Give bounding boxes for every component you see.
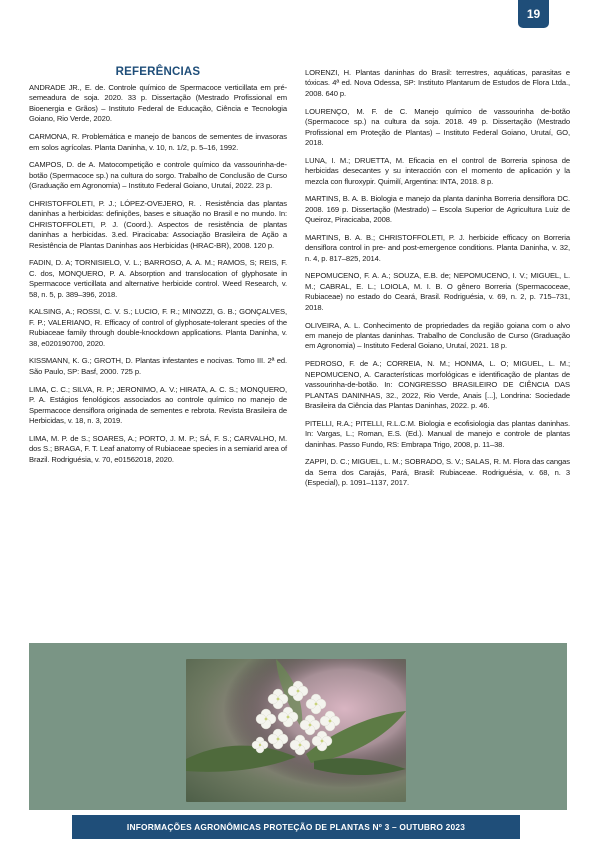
reference-entry: PITELLI, R.A.; PITELLI, R.L.C.M. Biologia e ecofisiologia das plantas daninhas. In: Vargas, L.; Roman, E.S. (Ed.). Manual de manejo e controle de plantas daninhas. Passo Fundo, RS: Embrapa Trigo, 2008, p. 11–38. [305,418,570,449]
reference-entry: KISSMANN, K. G.; GROTH, D. Plantas infestantes e nocivas. Tomo III. 2ª ed. São Paulo, SP: Basf, 2000. 725 p. [29,356,287,376]
reference-entry: OLIVEIRA, A. L. Conhecimento de propriedades da região goiana com o alvo em manejo de plantas daninhas. Trabalho de Conclusão de Curso (Graduação em Agronomia) – Instituto Federal Goiano, Urutaí, 2021. 18 p. [305,320,570,351]
flower-photo [186,659,406,802]
reference-entry: LOURENÇO, M. F. de C. Manejo químico de vassourinha de-botão (Spermacoce sp.) na cultura da soja. 2018. 49 p. Dissertação (Mestrado Profissional em Proteção de Plantas) – Instituto Federal Goiano, Urutaí, GO, 2018. [305,106,570,147]
reference-entry: ANDRADE JR., E. de. Controle químico de Spermacoce verticillata em pré-semeadura de soja. 2020. 33 p. Dissertação (Mestrado Profissional em Bioenergia e Grãos) – Instituto Federal de Educação, Ciência e Tecnologia Goiano, Rio Verde, 2020. [29,83,287,124]
reference-entry: FADIN, D. A; TORNISIELO, V. L.; BARROSO, A. A. M.; RAMOS, S; REIS, F. C. dos, MONQUERO, P. A. Absorption and translocation of glyphosate in Spermacoce verticillata and alternative herbicide control. Weed Research, v. 58, n. 5, p. 389–396, 2018. [29,258,287,299]
reference-entry: MARTINS, B. A. B.; CHRISTOFFOLETI, P. J. herbicide efficacy on Borreria densiflora control in pre- and post-emergence conditions. Planta Daninha, v. 32, n. 4, p. 817–825, 2014. [305,232,570,263]
reference-entry: LIMA, C. C.; SILVA, R. P.; JERONIMO, A. V.; HIRATA, A. C. S.; MONQUERO, P. A. Estágios fenológicos associados ao controle químico no manejo de Spermacoce densiflora originada de sementes e rebrota. Revista Brasileira de Herbicidas, v. 18, n. 3, 2019. [29,384,287,425]
reference-entry: LIMA, M. P. de S.; SOARES, A.; PORTO, J. M. P.; SÁ, F. S.; CARVALHO, M. dos S.; BRAGA, F. T. Leaf anatomy of Rubiaceae species in a semiarid area of Brazil. Rodriguésia, v. 70, e01562018, 2020. [29,433,287,464]
reference-entry: KALSING, A.; ROSSI, C. V. S.; LUCIO, F. R.; MINOZZI, G. B.; GONÇALVES, F. P.; VALERIANO, R. Efficacy of control of glyphosate-tolerant species of the Rubiaceae family through double-knockdown applications. Planta Daninha, v. 38, e020190700, 2020. [29,307,287,348]
reference-entry: NEPOMUCENO, F. A. A.; SOUZA, E.B. de; NEPOMUCENO, I. V.; MIGUEL, L. M.; CABRAL, E. L.; LOIOLA, M. I. B. O gênero Borreria (Spermacoceae, Rubiaceae) no estado do Ceará, Brasil. Rodriguésia, v. 69, n. 2, p. 715–731, 2018. [305,271,570,312]
flower-illustration [186,659,406,802]
references-column-left [29,66,287,472]
reference-entry: CHRISTOFFOLETI, P. J.; LÓPEZ-OVEJERO, R. . Resistência das plantas daninhas a herbicidas: definições, bases e situação no Brasil e no mundo. In: CHRISTOFFOLETI, P. J. (Coord.). Aspectos de resistência de plantas daninhas a herbicidas. 3.ed. Piracicaba: Associação Brasileira de Ação a Resistência de Plantas Daninhas aos Herbicidas (HRAC-BR), 2008. 120 p. [29,198,287,250]
reference-entry: LORENZI, H. Plantas daninhas do Brasil: terrestres, aquáticas, parasitas e tóxicas. 4ª ed. Nova Odessa, SP: Instituto Plantarum de Estudos de Flora Ltda., 2008. 640 p. [305,68,570,98]
reference-entry: MARTINS, B. A. B. Biologia e manejo da planta daninha Borreria densiflora DC. 2008. 169 p. Dissertação (Mestrado) – Escola Superior de Agricultura Luiz de Queiroz, Piracicaba, 2008. [305,194,570,225]
reference-entry: LUNA, I. M.; DRUETTA, M. Eficacia en el control de Borreria spinosa de herbicidas desecantes y su interacción con el momento de aplicación y la mezcla con fluroxypir. Quimilí, Argentina: INTA, 2018. 8 p. [305,155,570,186]
reference-entry: PEDROSO, F. de A.; CORREIA, N. M.; HONMA, L. O; MIGUEL, L. M.; NEPOMUCENO, A. Características morfológicas e identificação de plantas de vassourinha-de-botão. In: CONGRESSO BRASILEIRO DE CIÊNCIA DAS PLANTAS DANINHAS, 32., 2022, Rio Verde, Anais [...], Londrina: Sociedade Brasileira da Ciência das Plantas Daninhas, 2022. p. 46. [305,359,570,410]
references-column-right [305,68,570,496]
page-number: 19 [518,0,549,28]
reference-entry: CAMPOS, D. de A. Matocompetição e controle químico da vassourinha-de-botão (Spermacoce sp.) na cultura do sorgo. Trabalho de Conclusão de Curso (Graduação em Agronomia) – Instituto Federal Goiano, Urutaí, 2022. 23 p. [29,160,287,191]
reference-entry: ZAPPI, D. C.; MIGUEL, L. M.; SOBRADO, S. V.; SALAS, R. M. Flora das cangas da Serra dos Carajás, Pará, Brasil: Rubiaceae. Rodriguésia, v. 68, n. 3 (Especial), p. 1091–1137, 2017. [305,457,570,488]
footer-banner: INFORMAÇÕES AGRONÔMICAS PROTEÇÃO DE PLANTAS Nº 3 – OUTUBRO 2023 [72,815,520,839]
reference-entry: CARMONA, R. Problemática e manejo de bancos de sementes de invasoras em solos agrícolas. Planta Daninha, v. 10, n. 1/2, p. 5–16, 1992. [29,132,287,152]
section-title: REFERÊNCIAS [115,66,201,78]
